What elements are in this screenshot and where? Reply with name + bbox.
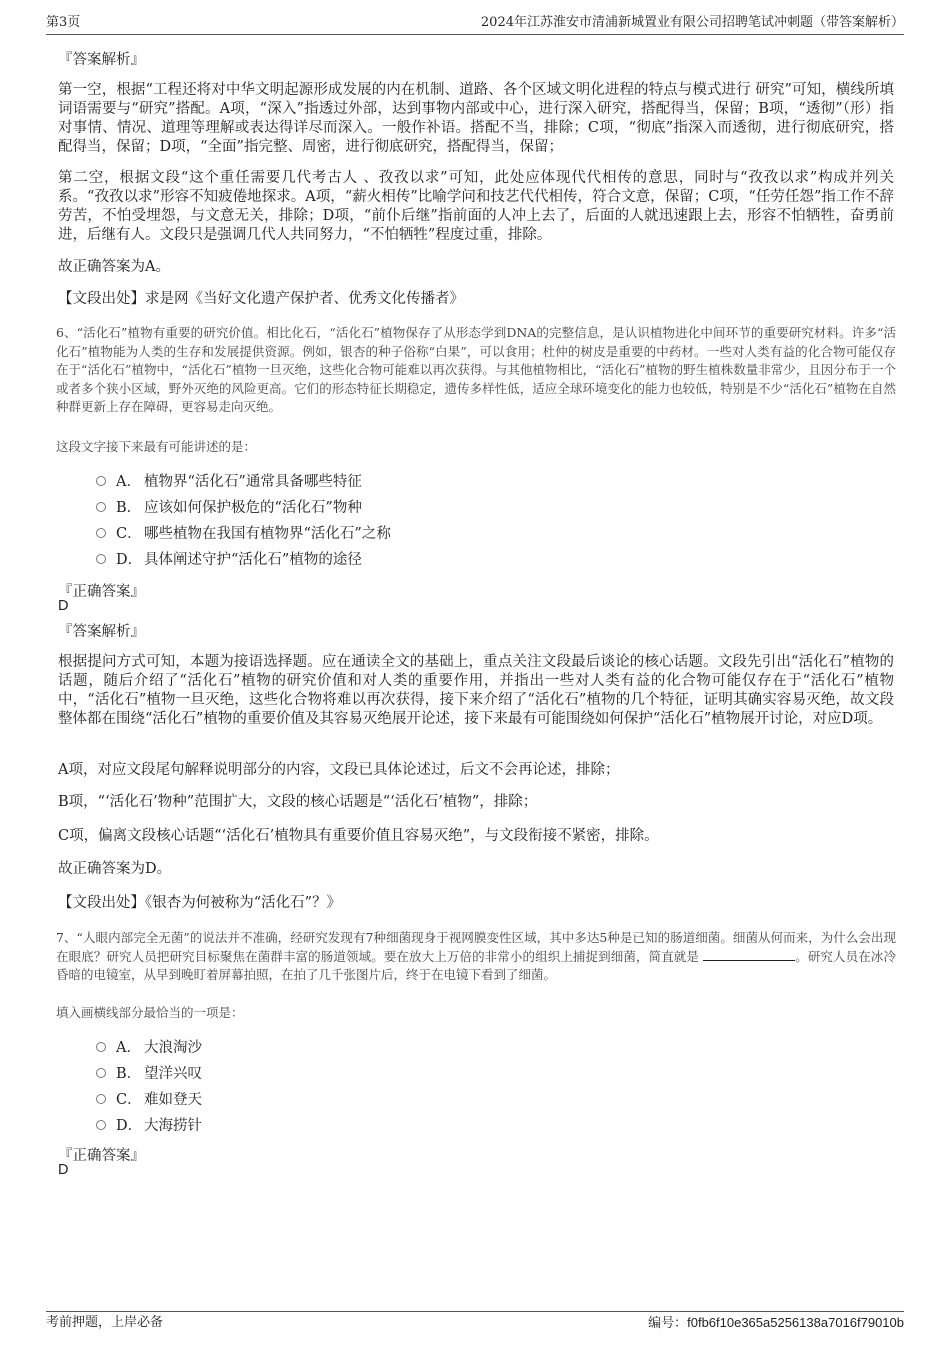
option-d[interactable]: D． 具体阐述守护“活化石”植物的途径 <box>96 550 362 570</box>
analysis-paragraph: 第一空，根据“工程还将对中华文明起源形成发展的内在机制、道路、各个区域文明化进程的特点与模式进行 研究”可知，横线所填词语需要与“研究”搭配。A项，“深入”指透过外部，达到事物内部或中心，进行深入研究，搭配得当，保留；B项，“透彻”（形）指对事情、情况、道理等理解或表达得详尽而深入。一般作补语。搭配不当，排除；C项，“彻底”指深入而透彻，进行彻底研究，搭配得当，保留；D项，“全面”指完整、周密，进行彻底研究，搭配得当，保留； <box>58 82 894 155</box>
analysis-label: 『答案解析』 <box>58 624 145 640</box>
radio-icon[interactable] <box>96 1068 106 1078</box>
analysis-paragraph: A项，对应文段尾句解释说明部分的内容，文段已具体论述过，后文不会再论述，排除； <box>58 762 620 778</box>
radio-icon[interactable] <box>96 476 106 486</box>
option-c[interactable]: C． 哪些植物在我国有植物界“活化石”之称 <box>96 524 391 544</box>
analysis-paragraph: 根据提问方式可知，本题为接语选择题。应在通读全文的基础上，重点关注文段最后谈论的核心话题。文段先引出“活化石”植物的话题，随后介绍了“活化石”植物的研究价值和对人类的重要作用，并指出一些对人类有益的化合物可能仅存在于“活化石”植物中，“活化石”植物一旦灭绝，这些化合物将难以再次获得，接下来介绍了“活化石”植物的几个特征，证明其确实容易灭绝，故文段整体都在围绕“活化石”植物的重要价值及其容易灭绝展开论述，接下来最有可能围绕如何保护“活化石”植物展开讨论，对应D项。 <box>58 654 894 727</box>
analysis-label: 『答案解析』 <box>58 52 145 68</box>
page-footer <box>46 1311 904 1334</box>
correct-answer: D <box>58 598 69 614</box>
document-title: 2024年江苏淮安市清浦新城置业有限公司招聘笔试冲刺题（带答案解析） <box>480 15 904 30</box>
page-header <box>46 12 904 35</box>
correct-answer: D <box>58 1162 69 1178</box>
source-citation: 【文段出处】《银杏为何被称为“活化石”？》 <box>58 895 342 911</box>
question-stem: 6、“活化石”植物有重要的研究价值。相比化石，“活化石”植物保存了从形态学到DNA的完整信息，是认识植物进化中间环节的重要研究材料。许多“活化石”植物能为人类的生存和发展提供资源。例如，银杏的种子俗称“白果”，可以食用；杜仲的树皮是重要的中药材。一些对人类有益的化合物可能仅存在于“活化石”植物中，“活化石”植物一旦灭绝，这些化合物可能难以再次获得。与其他植物相比，“活化石”植物的野生植株数量非常少，且因分布于一个或者多个狭小区域，野外灭绝的风险更高。它们的形态特征长期稳定，遗传多样性低，适应全球环境变化的能力也较低，特别是不少“活化石”植物在自然种群更新上存在障碍，更容易走向灭绝。 <box>56 325 896 414</box>
option-d[interactable]: D． 大海捞针 <box>96 1116 202 1136</box>
radio-icon[interactable] <box>96 1042 106 1052</box>
analysis-paragraph: C项，偏离文段核心话题“‘活化石’植物具有重要价值且容易灭绝”，与文段衔接不紧密，排除。 <box>58 828 659 844</box>
option-a[interactable]: A． 植物界“活化石”通常具备哪些特征 <box>96 472 362 492</box>
radio-icon[interactable] <box>96 528 106 538</box>
radio-icon[interactable] <box>96 502 106 512</box>
fill-blank <box>703 948 795 961</box>
correct-answer-label: 『正确答案』 <box>58 1148 145 1164</box>
document-code: 编号：f0fb6f10e365a5256138a7016f79010b <box>648 1315 904 1330</box>
source-citation: 【文段出处】求是网《当好文化遗产保护者、优秀文化传播者》 <box>58 291 464 307</box>
question-stem: 7、“人眼内部完全无菌”的说法并不准确，经研究发现有7种细菌现身于视网膜变性区域，其中多达5种是已知的肠道细菌。细菌从何而来，为什么会出现在眼底？研究人员把研究目标聚焦在菌群丰富的肠道领域。要在放大上万倍的非常小的组织上捕捉到细菌，简直就是 。研究人员在冰冷昏暗的电镜室，从早到晚盯着屏幕拍照，在拍了几千张图片后，终于在电镜下看到了细菌。 <box>56 930 896 982</box>
option-c[interactable]: C． 难如登天 <box>96 1090 202 1110</box>
option-b[interactable]: B． 应该如何保护极危的“活化石”物种 <box>96 498 362 518</box>
question-prompt: 这段文字接下来最有可能讲述的是： <box>56 439 257 454</box>
conclusion: 故正确答案为A。 <box>58 259 170 275</box>
analysis-paragraph: B项，“‘活化石’物种”范围扩大，文段的核心话题是“‘活化石’植物”，排除； <box>58 794 538 810</box>
footer-slogan: 考前押题，上岸必备 <box>46 1315 164 1330</box>
radio-icon[interactable] <box>96 1120 106 1130</box>
conclusion: 故正确答案为D。 <box>58 861 172 877</box>
page-number: 第3页 <box>46 15 81 30</box>
question-prompt: 填入画横线部分最恰当的一项是： <box>56 1005 244 1020</box>
radio-icon[interactable] <box>96 1094 106 1104</box>
option-a[interactable]: A． 大浪淘沙 <box>96 1038 202 1058</box>
analysis-paragraph: 第二空，根据文段“这个重任需要几代考古人 、孜孜以求”可知，此处应体现代代相传的意思，同时与“孜孜以求”构成并列关系。“孜孜以求”形容不知疲倦地探求。A项，“薪火相传”比喻学问和技艺代代相传，符合文意，保留；C项，“任劳任怨”指工作不辞劳苦，不怕受埋怨，与文意无关，排除；D项，“前仆后继”指前面的人冲上去了，后面的人就迅速跟上去，形容不怕牺牲，奋勇前进，后继有人。文段只是强调几代人共同努力，“不怕牺牲”程度过重，排除。 <box>58 170 894 243</box>
correct-answer-label: 『正确答案』 <box>58 584 145 600</box>
radio-icon[interactable] <box>96 554 106 564</box>
option-b[interactable]: B． 望洋兴叹 <box>96 1064 202 1084</box>
